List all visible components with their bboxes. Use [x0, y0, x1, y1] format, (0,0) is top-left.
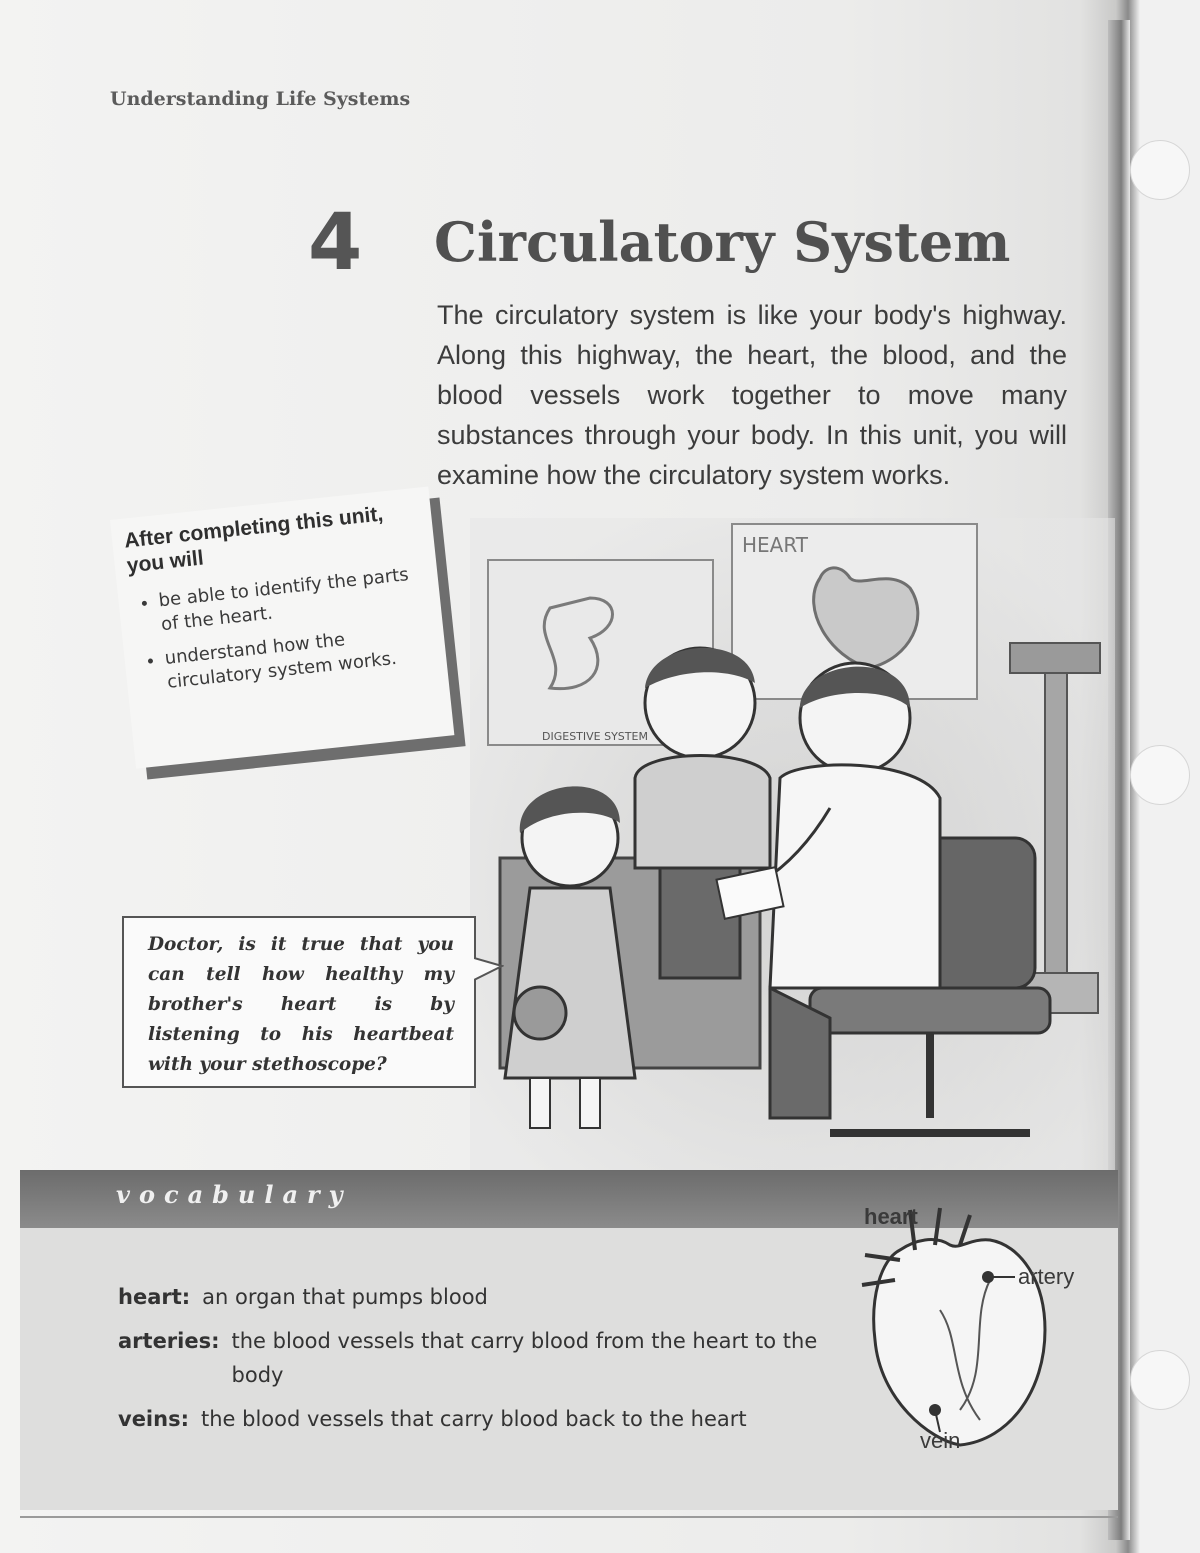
speech-bubble-tail — [474, 950, 504, 990]
vocabulary-list — [118, 1280, 838, 1446]
vocab-term: veins: — [118, 1407, 189, 1431]
unit-number: 4 — [308, 198, 361, 288]
vocab-term: heart: — [118, 1285, 191, 1309]
vocab-definition: the blood vessels that carry blood back to the heart — [200, 1407, 747, 1431]
vein-label: vein — [920, 1428, 961, 1453]
binder-hole — [1130, 1350, 1190, 1410]
heart-diagram — [840, 1200, 1100, 1465]
binder-hole — [1130, 745, 1190, 805]
unit-title: Circulatory System — [434, 210, 1011, 274]
running-head: Understanding Life Systems — [110, 88, 411, 110]
objective-item: • be able to identify the parts of the heart. — [158, 562, 428, 638]
vocab-definition: an organ that pumps blood — [202, 1285, 488, 1309]
vocab-term: arteries: — [118, 1329, 220, 1353]
objectives-heading: After completing this unit, you will — [123, 502, 385, 578]
objective-item: • understand how the circulatory system works. — [164, 619, 434, 695]
objectives-list — [130, 562, 433, 698]
vocab-entry — [118, 1402, 838, 1436]
digestive-poster-label: DIGESTIVE SYSTEM — [542, 730, 648, 743]
vocab-definition: the blood vessels that carry blood from the heart to the body — [231, 1329, 818, 1387]
heart-icon — [840, 1200, 1100, 1465]
girl-with-teddy — [505, 786, 635, 1128]
vocab-entry — [118, 1324, 838, 1392]
vocab-entry — [118, 1280, 838, 1314]
intro-paragraph: The circulatory system is like your body's highway. Along this highway, the heart, the blood, and the blood vessels work together to move many substances through your body. In this unit, you will examine how the circulatory system works. — [437, 300, 1067, 490]
doctor-office-illustration — [470, 518, 1115, 1178]
learning-objectives-card — [110, 487, 454, 769]
artery-label: artery — [1018, 1264, 1075, 1289]
heart-poster-label: HEART — [742, 533, 809, 557]
heart-diagram-title: heart — [864, 1204, 918, 1229]
speech-bubble: Doctor, is it true that you can tell how healthy my brother's heart is by listening to his heartbeat with your stethoscope? — [122, 916, 476, 1088]
binder-hole — [1130, 140, 1190, 200]
footer-rule — [20, 1516, 1118, 1518]
vocabulary-title: vocabulary — [116, 1180, 352, 1209]
